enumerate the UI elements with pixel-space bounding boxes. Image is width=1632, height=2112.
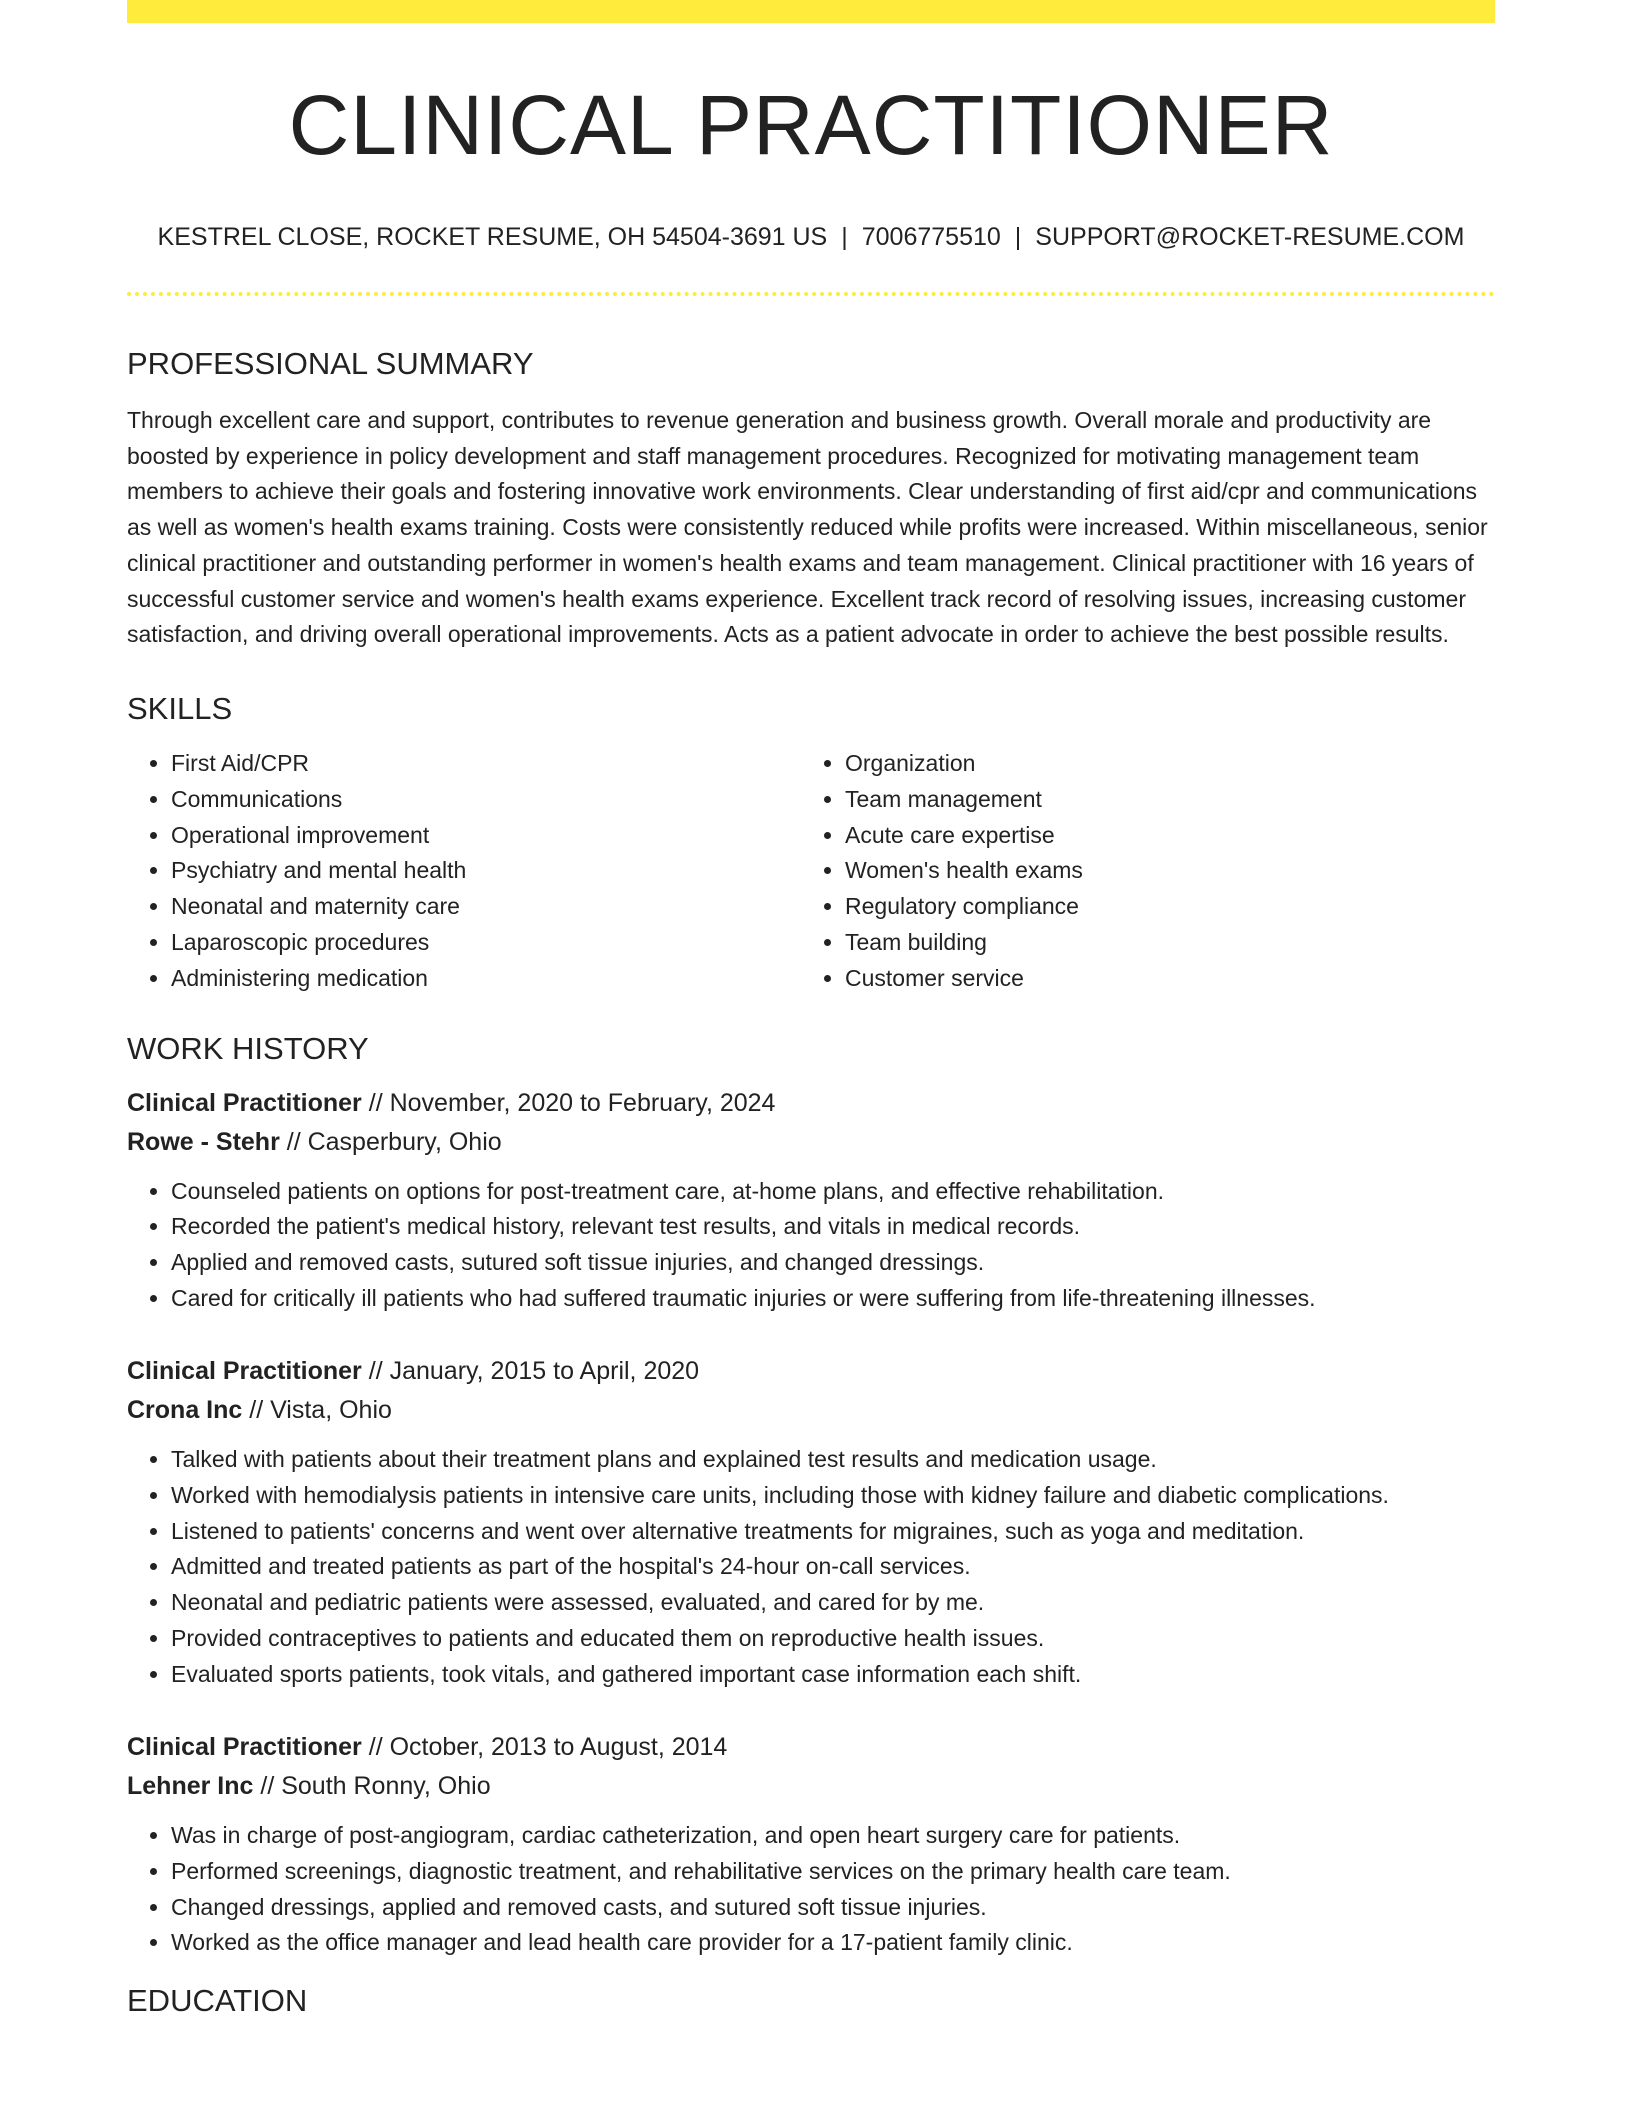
job-bullet: • Was in charge of post-angiogram, cardiac catheterization, and open heart surgery care for patients. [171,1818,1495,1854]
job-bullet: • Cared for critically ill patients who had suffered traumatic injuries or were suffering from life-threatening illnesses. [171,1281,1495,1317]
skills-column-left [127,746,801,997]
job-company-line [127,1767,1495,1806]
skill-item: • Team management [845,782,1475,818]
contact-email: SUPPORT@ROCKET-RESUME.COM [1035,223,1465,251]
job-bullet: • Performed screenings, diagnostic treatment, and rehabilitative services on the primary health care team. [171,1854,1495,1890]
job-company: Crona Inc [127,1396,243,1425]
job-entry [127,1084,1495,1317]
accent-top-bar [127,0,1495,23]
header-divider [127,292,1495,296]
job-bullets [127,1818,1495,1961]
job-bullet: • Worked with hemodialysis patients in intensive care units, including those with kidney failure and diabetic complications. [171,1478,1495,1514]
section-title-skills: SKILLS [127,690,233,726]
job-dates: // November, 2020 to February, 2024 [361,1088,776,1117]
section-title-education: EDUCATION [127,1983,308,2019]
skill-item: • Women's health exams [845,853,1475,889]
job-bullet: • Neonatal and pediatric patients were assessed, evaluated, and cared for by me. [171,1585,1495,1621]
section-title-summary: PROFESSIONAL SUMMARY [127,346,534,381]
skill-item: • Organization [845,746,1475,782]
skill-item: • Acute care expertise [845,818,1475,854]
job-bullet: • Recorded the patient's medical history, relevant test results, and vitals in medical records. [171,1209,1495,1245]
job-entry [127,1352,1495,1692]
job-title-line [127,1728,1495,1767]
job-bullets [127,1174,1495,1317]
job-dates: // October, 2013 to August, 2014 [361,1733,728,1762]
job-bullet: • Talked with patients about their treatment plans and explained test results and medication usage. [171,1442,1495,1478]
job-bullet: • Admitted and treated patients as part of the hospital's 24-hour on-call services. [171,1549,1495,1585]
job-role: Clinical Practitioner [127,1733,362,1762]
skills-column-right [801,746,1475,997]
skill-item: • Administering medication [171,961,801,997]
job-company-line [127,1391,1495,1430]
job-title-line [127,1352,1495,1391]
summary-text: Through excellent care and support, contributes to revenue generation and business growth. Overall morale and productivity are boosted by experience in policy development and staff management procedures. Recognized for motivating management team members to achieve their goals and fostering innovative work environments. Clear understanding of first aid/cpr and communications as well as women's health exams training. Costs were consistently reduced while profits were increased. Within miscellaneous, senior clinical practitioner and outstanding performer in women's health exams and team management. Clinical practitioner with 16 years of successful customer service and women's health exams experience. Excellent track record of resolving issues, increasing customer satisfaction, and driving overall operational improvements. Acts as a patient advocate in order to achieve the best possible results. [127,407,1488,648]
section-title-work-history: WORK HISTORY [127,1030,369,1066]
job-bullet: • Counseled patients on options for post-treatment care, at-home plans, and effective rehabilitation. [171,1174,1495,1210]
skill-item: • Psychiatry and mental health [171,853,801,889]
resume-name: CLINICAL PRACTITIONER [288,78,1334,172]
job-bullet: • Evaluated sports patients, took vitals, and gathered important case information each shift. [171,1657,1495,1693]
job-company-line [127,1123,1495,1162]
contact-separator: | [1014,223,1022,251]
skill-item: • First Aid/CPR [171,746,801,782]
job-bullet: • Provided contraceptives to patients and educated them on reproductive health issues. [171,1621,1495,1657]
job-role: Clinical Practitioner [127,1357,362,1386]
contact-separator: | [841,223,848,251]
job-role: Clinical Practitioner [127,1088,362,1117]
job-location: // South Ronny, Ohio [253,1772,491,1801]
job-bullet: • Changed dressings, applied and removed casts, and sutured soft tissue injuries. [171,1890,1495,1926]
skill-item: • Customer service [845,961,1475,997]
job-entry [127,1728,1495,1961]
job-location: // Vista, Ohio [242,1396,392,1425]
skill-item: • Neonatal and maternity care [171,889,801,925]
skill-item: • Team building [845,925,1475,961]
skills-grid [127,746,1495,997]
skill-item: • Operational improvement [171,818,801,854]
job-location: // Casperbury, Ohio [279,1127,502,1156]
job-company: Lehner Inc [127,1772,254,1801]
job-bullet: • Listened to patients' concerns and went over alternative treatments for migraines, such as yoga and meditation. [171,1514,1495,1550]
skill-item: • Regulatory compliance [845,889,1475,925]
contact-line [127,225,1495,250]
skill-item: • Communications [171,782,801,818]
contact-phone: 7006775510 [861,223,1001,251]
job-title-line [127,1084,1495,1123]
job-company: Rowe - Stehr [127,1127,280,1156]
job-bullets [127,1442,1495,1692]
resume-page [127,0,1495,2019]
contact-address: KESTREL CLOSE, ROCKET RESUME, OH 54504-3691 US [157,223,828,251]
skill-item: • Laparoscopic procedures [171,925,801,961]
job-dates: // January, 2015 to April, 2020 [361,1357,700,1386]
job-bullet: • Applied and removed casts, sutured soft tissue injuries, and changed dressings. [171,1245,1495,1281]
job-bullet: • Worked as the office manager and lead health care provider for a 17-patient family clinic. [171,1925,1495,1961]
